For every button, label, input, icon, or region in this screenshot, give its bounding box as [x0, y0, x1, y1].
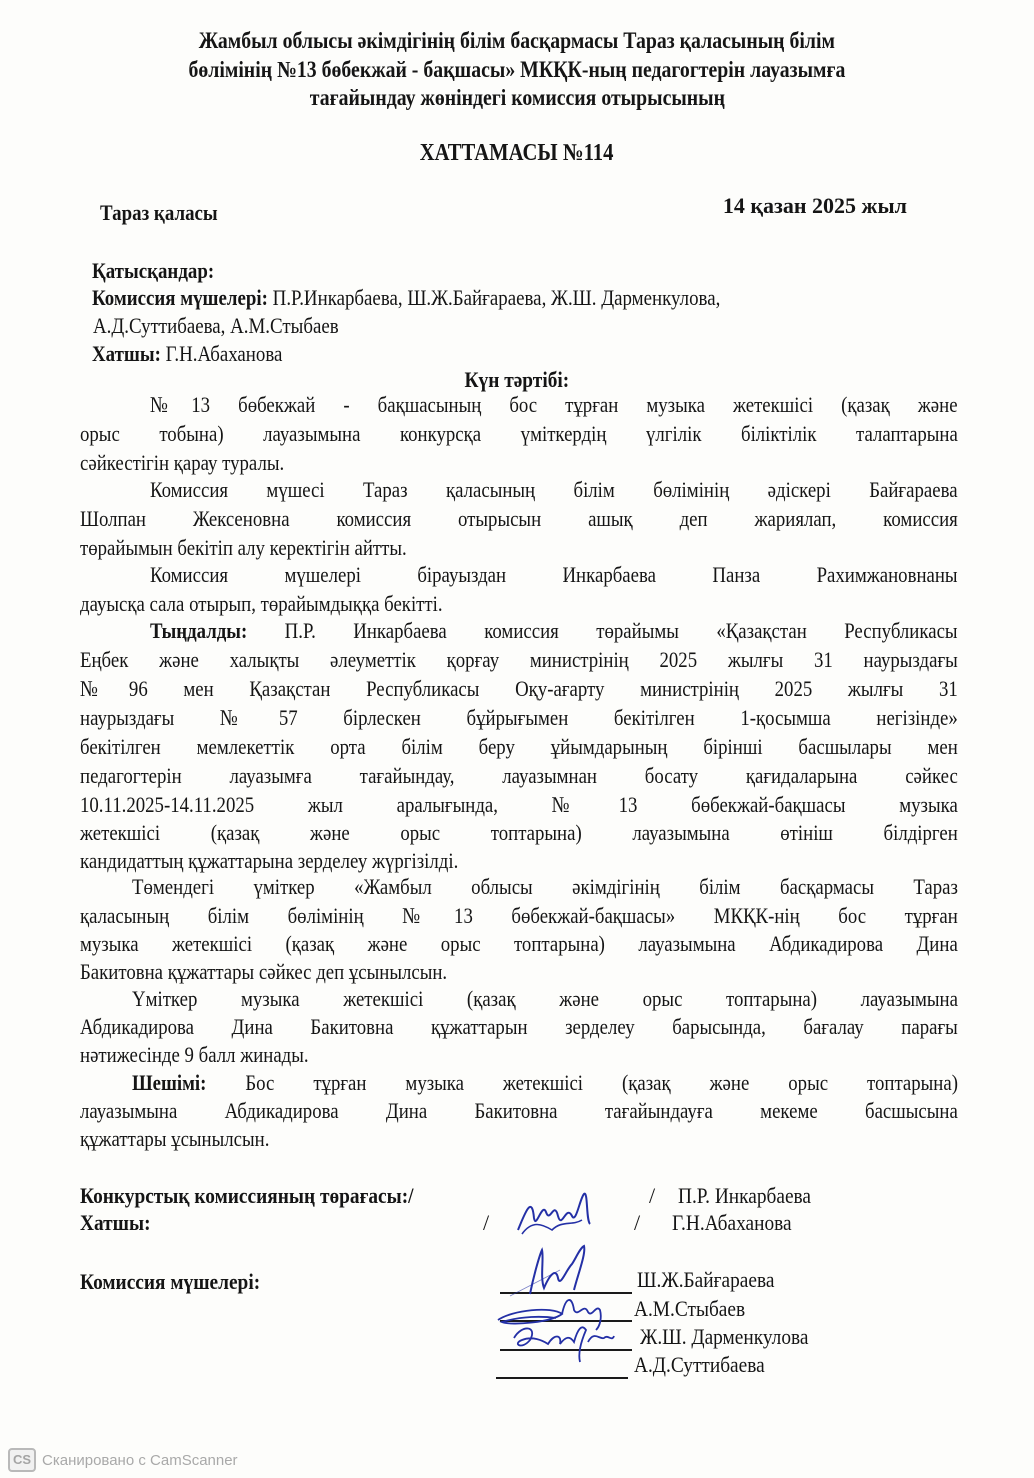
- agenda-p2-line-3: төрайымын бекітіп алу керектігін айтты.: [80, 535, 407, 560]
- document-date: 14 қазан 2025 жыл: [722, 193, 907, 218]
- agenda-p2-line-1: Комиссия мүшесі Тараз қаласының білім бөлімінің әдіскері Байғараева: [150, 477, 958, 502]
- heard-line-8: жетекшісі (қазақ және орыс топтарына) лауазымына өтініш білдірген: [80, 820, 958, 845]
- scanner-watermark: [8, 1448, 238, 1472]
- member-name-3: Ж.Ш. Дарменкулова: [640, 1324, 809, 1349]
- decision-text: Бос тұрған музыка жетекшісі (қазақ және орыс топтарына): [206, 1070, 958, 1095]
- signature-chair-secretary-icon: [512, 1190, 602, 1245]
- signature-member-3-icon: [508, 1320, 618, 1369]
- score-line-2: Абдикадирова Дина Бакитовна құжаттарын зерделеу барысында, бағалау парағы: [80, 1014, 958, 1039]
- secretary-sign-name: Г.Н.Абаханова: [672, 1210, 792, 1235]
- camscanner-logo-icon: CS: [8, 1448, 36, 1472]
- agenda-p3-line-2: дауысқа сала отырып, төрайымдыққа бекітті.: [80, 591, 443, 616]
- score-line-1: Үміткер музыка жетекшісі (қазақ және орыс топтарына) лауазымына: [132, 986, 958, 1011]
- members-line: [92, 285, 840, 311]
- heard-line-6: педагогтерін лауазымға тағайындау, лауазымнан босату қағидаларына сәйкес: [80, 763, 958, 788]
- members-names: П.Р.Инкарбаева, Ш.Ж.Байғараева, Ж.Ш. Дарменкулова,: [267, 285, 721, 310]
- decision-line-1: [132, 1070, 958, 1096]
- recommendation-line-2: қаласының білім бөлімінің №13 бөбекжай-бақшасы» МКҚК-нің бос тұрған: [80, 903, 958, 928]
- header-line-2: бөлімінің №13 бөбекжай - бақшасы» МКҚК-ның педагогтерін лауазымға: [188, 57, 846, 82]
- scanner-watermark-text: Сканировано с CamScanner: [42, 1451, 238, 1469]
- chair-name: П.Р. Инкарбаева: [678, 1183, 812, 1208]
- header-line-3: тағайындау жөніндегі комиссия отырысының: [309, 85, 725, 110]
- secretary-line: [92, 341, 319, 367]
- agenda-heading: Күн тәртібі:: [464, 367, 570, 392]
- secretary-name: Г.Н.Абаханова: [160, 341, 283, 366]
- heard-line-1: [150, 618, 958, 644]
- agenda-p2-line-2: Шолпан Жексеновна комиссия отырысын ашық деп жариялап, комиссия: [80, 506, 958, 531]
- agenda-p3-line-1: Комиссия мүшелері бірауыздан Инкарбаева Панза Рахимжановнаны: [150, 562, 958, 587]
- member-name-2: А.М.Стыбаев: [634, 1296, 746, 1321]
- chair-slash: /: [649, 1183, 656, 1208]
- agenda-p1-line-2: орыс тобына) лауазымына конкурсқа үміткердің үлгілік біліктілік талаптарына: [80, 421, 958, 446]
- score-line-3: нәтижесінде 9 балл жинады.: [80, 1042, 309, 1067]
- decision-label: Шешімі:: [132, 1070, 207, 1095]
- participants-heading: Қатысқандар:: [92, 258, 215, 283]
- heard-label: Тыңдалды:: [150, 618, 248, 643]
- chair-label: Конкурстық комиссияның төрағасы:/: [80, 1183, 414, 1208]
- heard-line-5: бекітілген мемлекеттік орта білім беру ұйымдарының бірінші басшылары мен: [80, 734, 958, 759]
- recommendation-line-4: Бакитовна құжаттары сәйкес деп ұсынылсын.: [80, 959, 448, 984]
- heard-line-3: №96 мен Қазақстан Республикасы Оқу-ағарту министрінің 2025 жылғы 31: [80, 676, 958, 701]
- member-name-4: А.Д.Суттибаева: [634, 1352, 765, 1377]
- heard-line-2: Еңбек және халықты әлеуметтік қорғау министрінің 2025 жылғы 31 наурыздағы: [80, 647, 958, 672]
- place: Тараз қаласы: [100, 200, 218, 225]
- members-label: Комиссия мүшелері:: [92, 285, 268, 310]
- member-name-1: Ш.Ж.Байғараева: [637, 1267, 775, 1292]
- header-line-1: Жамбыл облысы әкімдігінің білім басқармасы Тараз қаласының білім: [198, 28, 836, 53]
- secretary-label: Хатшы:: [92, 341, 161, 366]
- recommendation-line-1: Төмендегі үміткер «Жамбыл облысы әкімдігінің білім басқармасы Тараз: [132, 874, 958, 899]
- signature-line-4: [496, 1377, 628, 1379]
- decision-line-2: лауазымына Абдикадирова Дина Бакитовна тағайындауға мекеме басшысына: [80, 1098, 958, 1123]
- heard-line-9: кандидаттың құжаттарына зерделеу жүргізілді.: [80, 848, 459, 873]
- document-title: ХАТТАМАСЫ №114: [420, 140, 614, 166]
- heard-text: П.Р. Инкарбаева комиссия төрайымы «Қазақстан Республикасы: [247, 618, 958, 643]
- members-line-2: А.Д.Суттибаева, А.М.Стыбаев: [93, 313, 339, 338]
- agenda-p1-line-1: №13 бөбекжай - бақшасының бос тұрған музыка жетекшісі (қазақ және: [150, 392, 958, 417]
- agenda-p1-line-3: сәйкестігін қарау туралы.: [80, 450, 285, 475]
- recommendation-line-3: музыка жетекшісі (қазақ және орыс топтарына) лауазымына Абдикадирова Дина: [80, 931, 958, 956]
- heard-line-4: наурыздағы №57 бірлескен бұйрығымен бекітілген 1-қосымша негізінде»: [80, 705, 958, 730]
- decision-line-3: құжаттары ұсынылсын.: [80, 1126, 270, 1151]
- heard-line-7: 10.11.2025-14.11.2025 жыл аралығында, №13 бөбекжай-бақшасы музыка: [80, 792, 958, 817]
- secretary-slash-right: /: [634, 1210, 641, 1235]
- secretary-slash-left: /: [483, 1210, 490, 1235]
- secretary-sign-label: Хатшы:: [80, 1210, 151, 1235]
- members-sign-label: Комиссия мүшелері:: [80, 1269, 261, 1294]
